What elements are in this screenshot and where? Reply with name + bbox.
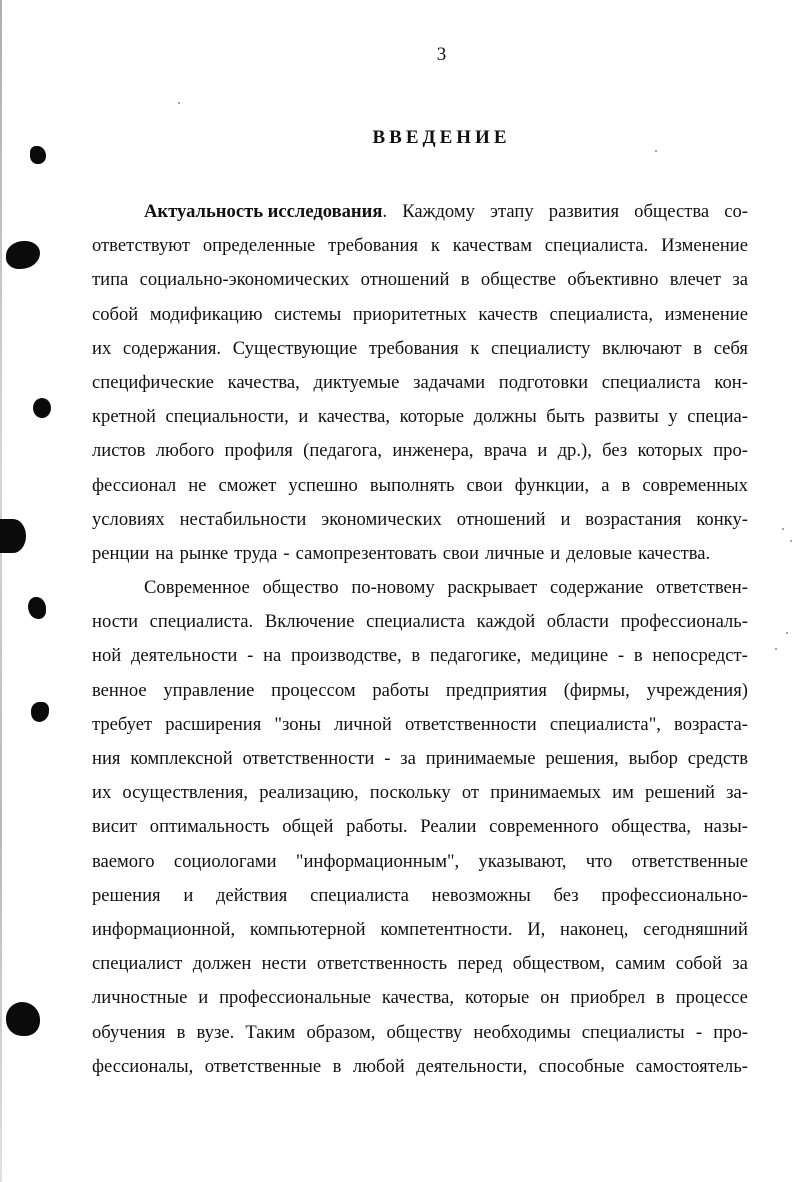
text-line: фессионал не сможет успешно выполнять свои функции, а в современных — [92, 474, 748, 496]
page-number: 3 — [436, 44, 447, 65]
text-line: собой модификацию системы приоритетных качеств специалиста, изменение — [92, 303, 748, 325]
text-line: фессионалы, ответственные в любой деятельности, способные самостоятель- — [92, 1055, 748, 1077]
scan-hole — [31, 702, 49, 722]
text-line: ности специалиста. Включение специалиста каждой области профессиональ- — [92, 611, 748, 633]
text-line: специалист должен нести ответственность перед обществом, самим собой за — [92, 953, 748, 975]
text-line: Современное общество по-новому раскрывает содержание ответствен- — [144, 577, 748, 599]
text-line: условиях нестабильности экономических отношений и возрастания конку- — [92, 508, 748, 530]
scan-speck — [786, 632, 788, 634]
text-line: листов любого профиля (педагога, инженера, врача и др.), без которых про- — [92, 440, 748, 462]
text-line: ваемого социологами "информационным", указывают, что ответственные — [92, 850, 748, 872]
section-heading: ВВЕДЕНИЕ — [372, 127, 511, 148]
text-line: венное управление процессом работы предприятия (фирмы, учреждения) — [92, 679, 748, 701]
text-line: обучения в вузе. Таким образом, обществу необходимы специалисты - про- — [92, 1021, 748, 1043]
text-line: их содержания. Существующие требования к специалисту включают в себя — [92, 337, 748, 359]
scan-edge — [0, 0, 2, 1182]
scan-speck — [178, 102, 180, 104]
text-line: типа социально-экономических отношений в обществе объективно влечет за — [92, 269, 748, 291]
scan-hole — [33, 398, 51, 418]
text-line: ния комплексной ответственности - за принимаемые решения, выбор средств — [92, 748, 748, 769]
scan-speck — [775, 648, 777, 650]
scan-hole — [0, 519, 26, 553]
text-line: требует расширения "зоны личной ответственности специалиста", возраста- — [92, 713, 748, 735]
text-line: специфические качества, диктуемые задачами подготовки специалиста кон- — [92, 371, 748, 393]
scan-speck — [655, 150, 657, 152]
text-line: висит оптимальность общей работы. Реалии современного общества, назы- — [92, 816, 748, 838]
scan-speck — [782, 528, 784, 530]
scan-hole — [28, 597, 46, 619]
text-line: Актуальность исследования. Каждому этапу развития общества со- — [144, 201, 748, 222]
scan-hole — [6, 1002, 40, 1036]
text-line: информационной, компьютерной компетентности. И, наконец, сегодняшний — [92, 918, 748, 940]
text-line: решения и действия специалиста невозможны без профессионально- — [92, 884, 748, 906]
text-line: личностные и профессиональные качества, которые он приобрел в процессе — [92, 987, 748, 1009]
scan-speck — [790, 540, 792, 542]
text-line: ответствуют определенные требования к качествам специалиста. Изменение — [92, 235, 748, 257]
text-line: ренции на рынке труда - самопрезентовать свои личные и деловые качества. — [92, 542, 711, 564]
text-line: кретной специальности, и качества, которые должны быть развиты у специа- — [92, 406, 748, 428]
text-line: их осуществления, реализацию, поскольку от принимаемых им решений за- — [92, 782, 748, 804]
scan-hole — [6, 241, 40, 269]
text-line: ной деятельности - на производстве, в педагогике, медицине - в непосредст- — [92, 645, 748, 667]
body-text — [92, 195, 748, 1084]
